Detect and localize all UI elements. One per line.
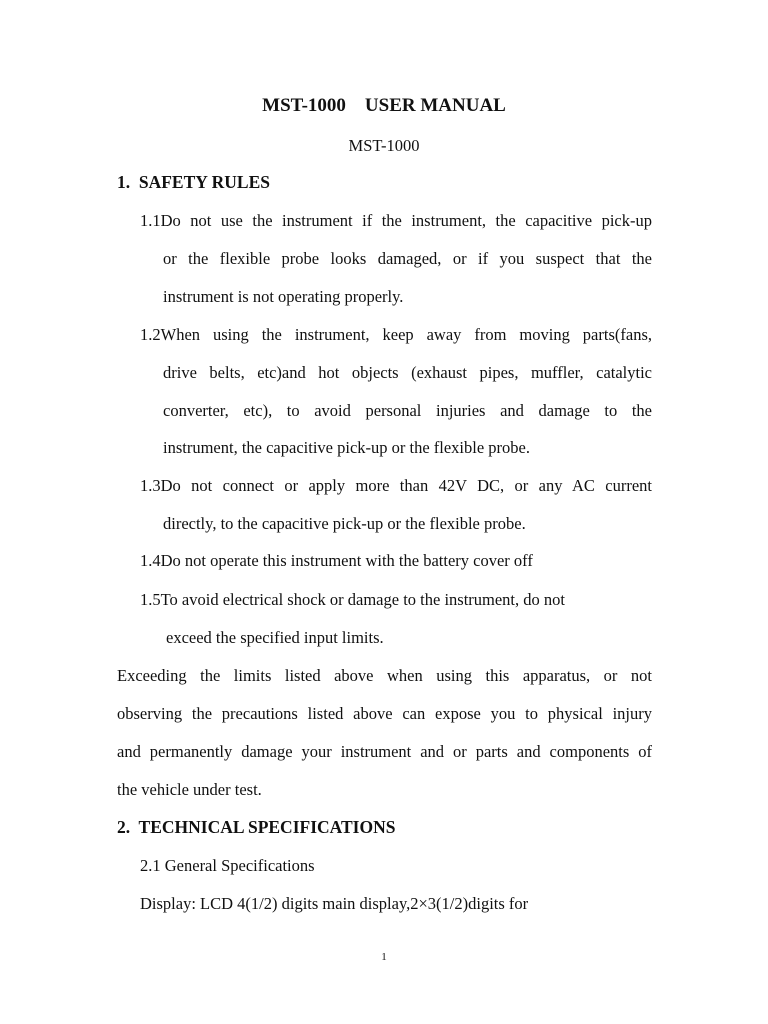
document-title: MST-1000 USER MANUAL xyxy=(262,95,506,116)
rule-1-4-line-1: 1.4Do not operate this instrument with the battery cover off xyxy=(140,551,533,570)
rule-1-1-line-1: 1.1Do not use the instrument if the instrument, the capacitive pick-up xyxy=(140,211,652,230)
rule-1-3-line-1: 1.3Do not connect or apply more than 42V DC, or any AC current xyxy=(140,476,652,495)
display-spec-line: Display: LCD 4(1/2) digits main display,2×3(1/2)digits for xyxy=(140,894,529,913)
rule-1-1-line-3: instrument is not operating properly. xyxy=(163,287,404,306)
warning-paragraph-line-2: observing the precautions listed above can expose you to physical injury xyxy=(117,704,652,723)
section-heading-technical-specifications: 2. TECHNICAL SPECIFICATIONS xyxy=(117,817,396,837)
rule-1-1-line-2: or the flexible probe looks damaged, or if you suspect that the xyxy=(163,249,652,268)
warning-paragraph-line-3: and permanently damage your instrument and or parts and components of xyxy=(117,742,652,761)
rule-1-2-line-1: 1.2When using the instrument, keep away from moving parts(fans, xyxy=(140,325,652,344)
rule-1-2-line-3: converter, etc), to avoid personal injuries and damage to the xyxy=(163,401,652,420)
document-subtitle: MST-1000 xyxy=(348,136,420,155)
section-heading-safety-rules: 1. SAFETY RULES xyxy=(117,172,270,192)
rule-1-5-line-2: exceed the specified input limits. xyxy=(166,628,384,647)
warning-paragraph-line-1: Exceeding the limits listed above when using this apparatus, or not xyxy=(117,666,652,685)
rule-1-5-line-1: 1.5To avoid electrical shock or damage to the instrument, do not xyxy=(140,590,565,609)
warning-paragraph-line-4: the vehicle under test. xyxy=(117,780,262,799)
rule-1-2-line-4: instrument, the capacitive pick-up or the flexible probe. xyxy=(163,438,530,457)
page-number: 1 xyxy=(381,951,387,963)
subsection-general-specifications: 2.1 General Specifications xyxy=(140,856,315,875)
rule-1-2-line-2: drive belts, etc)and hot objects (exhaust pipes, muffler, catalytic xyxy=(163,363,652,382)
rule-1-3-line-2: directly, to the capacitive pick-up or the flexible probe. xyxy=(163,514,526,533)
